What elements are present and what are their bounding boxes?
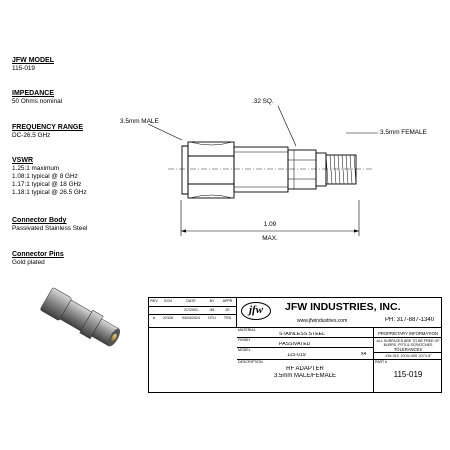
ecn-cell: 22326 <box>163 316 173 320</box>
material-value: STAINLESS STEEL <box>279 332 326 337</box>
date-header: DATE <box>186 299 196 303</box>
revision-row <box>149 315 237 322</box>
finish-row <box>237 338 373 348</box>
spec-body-heading: Connector Body <box>12 217 67 224</box>
spec-vswr-line: 1.25:1 maximum <box>12 165 60 172</box>
tolerances-label: TOLERANCES <box>393 347 423 352</box>
part-number-label: PART # <box>375 360 388 364</box>
product-photo <box>40 287 124 351</box>
model-value: 115-019 <box>287 353 306 358</box>
model-row <box>237 348 373 360</box>
spec-vswr-line: 1.08:1 typical @ 8 GHz <box>12 173 78 180</box>
spec-model-heading: JFW MODEL <box>12 57 54 64</box>
spec-pins-value: Gold plated <box>12 259 45 266</box>
burrs-note: ALL SURFACES ARE TO BE FREE OF BURRS, PITS & SCRATCHES <box>376 339 440 347</box>
revision-row <box>149 307 237 315</box>
length-dimension-value: 1.09 <box>263 221 277 228</box>
date-cell: 2/7/2001 <box>184 308 198 312</box>
square-dimension-label: .32 SQ. <box>252 98 274 105</box>
description-line-2: 3.5mm MALE/FEMALE <box>273 373 336 379</box>
ecn-header: ECN <box>164 299 172 303</box>
spec-frequency-value: DC-26.5 GHz <box>12 132 51 139</box>
proprietary-note: PROPRIETARY INFORMATION <box>378 331 438 336</box>
by-cell: JM <box>209 308 215 312</box>
spec-frequency-heading: FREQUENCY RANGE <box>12 124 84 131</box>
spec-vswr-line: 1.18:1 typical @ 26.5 GHz <box>12 189 87 196</box>
spec-body-value: Passivated Stainless Steel <box>12 225 88 232</box>
spec-vswr-line: 1.17:1 typical @ 18 GHz <box>12 181 82 188</box>
material-row <box>237 328 373 338</box>
date-cell: 04/24/2024 <box>182 316 200 320</box>
tolerance-row <box>373 338 441 353</box>
rev-cell: A <box>152 316 156 320</box>
spec-vswr-heading: VSWR <box>12 157 33 164</box>
rev-header: REV <box>150 299 158 303</box>
rev-cell: - <box>153 308 155 312</box>
part-number-row <box>373 360 441 393</box>
revision-table <box>149 298 237 328</box>
model-label: MODEL <box>238 348 251 352</box>
material-label: MATERIAL <box>238 328 256 332</box>
by-cell: DTU <box>208 316 216 320</box>
description-label: DESCRIPTION <box>238 360 263 364</box>
adapter-drawing <box>182 142 356 198</box>
female-connector-label: 3.5mm FEMALE <box>380 129 427 136</box>
company-logo: jfw <box>241 302 271 320</box>
length-dimension-note: MAX. <box>262 235 278 242</box>
tolerance-values-row <box>373 353 441 360</box>
spec-pins-heading: Connector Pins <box>12 251 64 258</box>
description-row <box>237 360 373 393</box>
proprietary-row <box>373 328 441 338</box>
spec-model-value: 115-019 <box>12 65 35 72</box>
part-number-value: 115-019 <box>393 370 423 379</box>
finish-value: PASSIVATED <box>279 342 311 347</box>
by-header: BY <box>209 299 215 303</box>
company-name: JFW INDUSTRIES, INC. <box>285 301 401 313</box>
title-block <box>148 297 442 393</box>
revision-header-row <box>149 298 237 307</box>
scale-value: x4 <box>361 352 367 357</box>
company-phone: PH: 317-887-1340 <box>385 317 435 323</box>
appr-header: APPR <box>222 299 233 303</box>
company-website: www.jfwindustries.com <box>297 318 348 324</box>
company-header <box>237 298 441 328</box>
spec-impedance-heading: IMPEDANCE <box>12 90 55 97</box>
male-connector-label: 3.5mm MALE <box>120 118 159 125</box>
description-line-1: RF ADAPTER <box>286 366 324 372</box>
appr-cell: JE <box>225 308 230 312</box>
finish-label: FINISH <box>238 338 250 342</box>
appr-cell: TRS <box>223 316 232 320</box>
spec-impedance-value: 50 Ohms nominal <box>12 98 63 105</box>
tolerance-values: .X0±.010 .XXX±.005 .XX°±.5° <box>384 354 432 358</box>
